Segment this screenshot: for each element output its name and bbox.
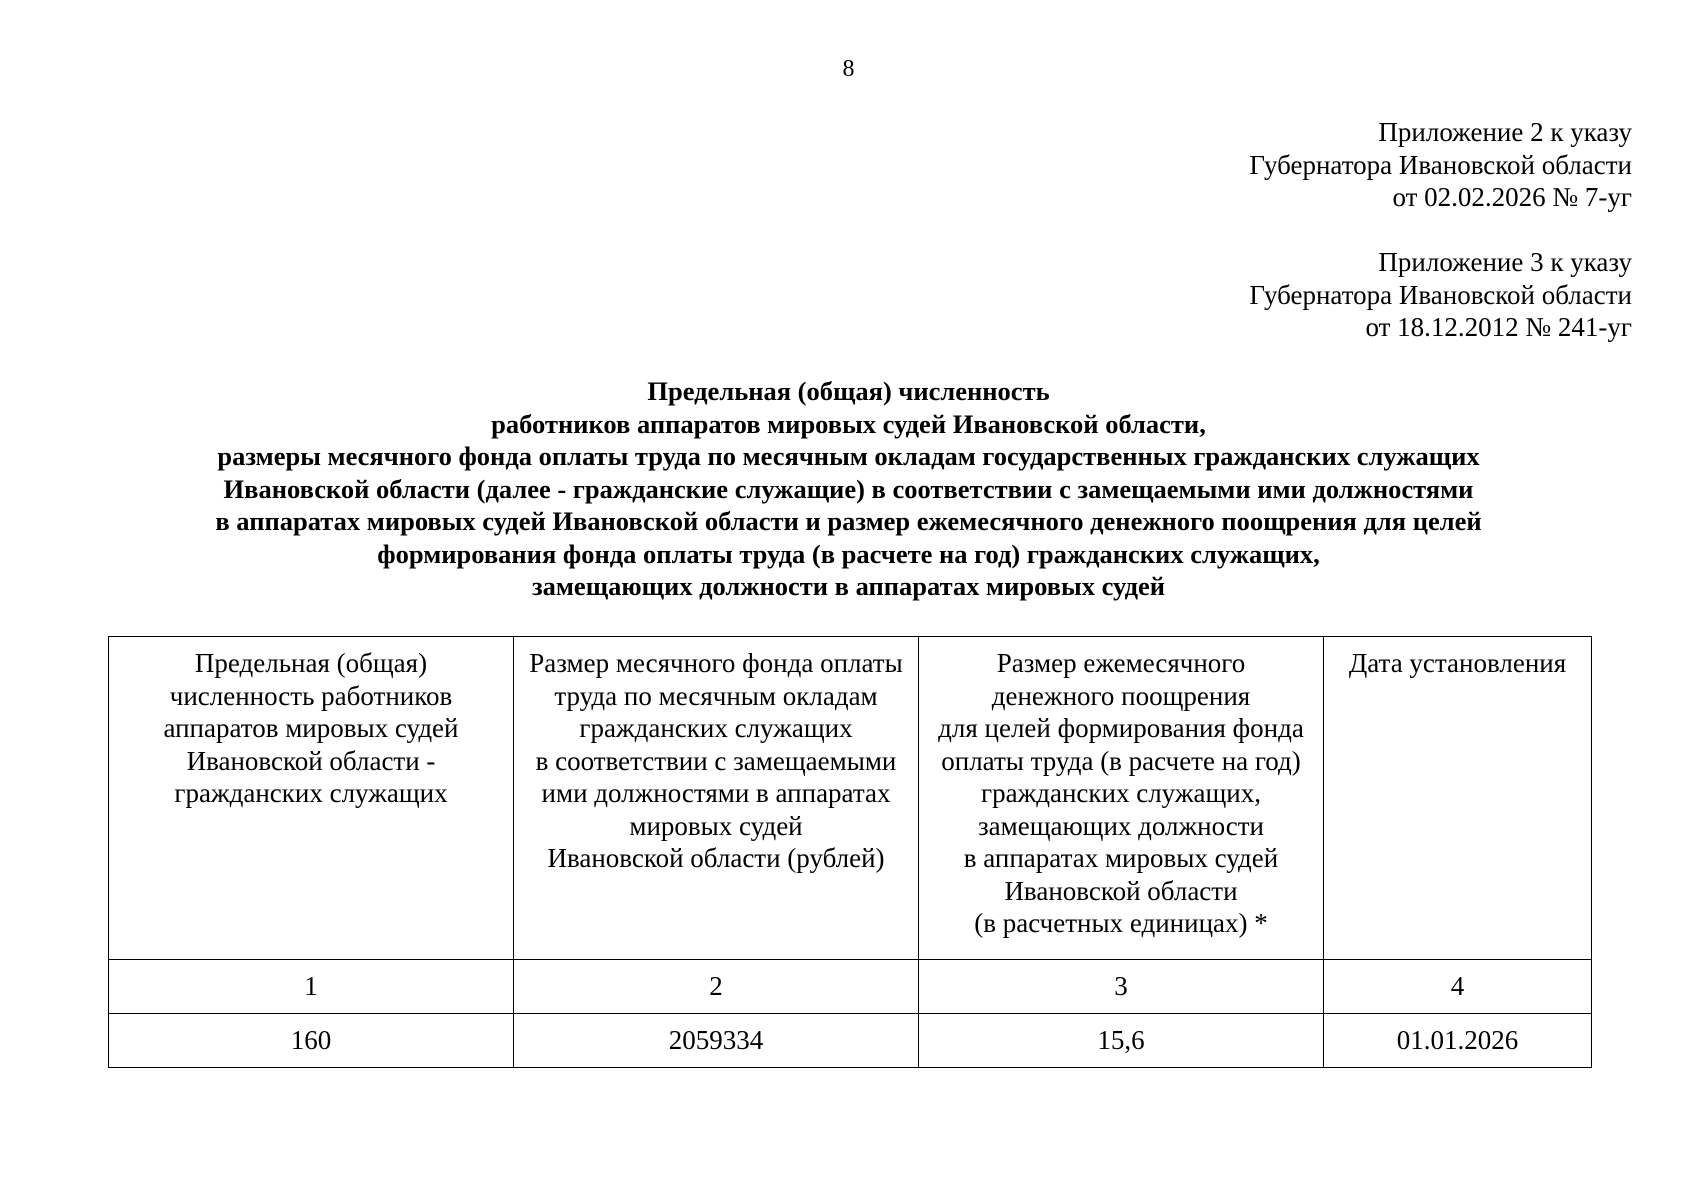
appendix-line: Приложение 3 к указу: [1378, 247, 1632, 277]
header-line: ими должностями в аппаратах: [541, 778, 891, 808]
column-number-cell: 3: [919, 960, 1324, 1014]
title-line: работников аппаратов мировых судей Ивановской области,: [491, 408, 1206, 439]
appendix-reference-current: [1249, 116, 1632, 214]
header-line: в аппаратах мировых судей: [963, 843, 1279, 873]
header-line: гражданских служащих,: [981, 778, 1261, 808]
column-number-cell: 4: [1324, 960, 1592, 1014]
header-line: аппаратов мировых судей: [163, 713, 459, 743]
header-cell-staff-count: [109, 637, 514, 960]
header-line: Предельная (общая): [194, 648, 428, 678]
header-cell-monthly-bonus: [919, 637, 1324, 960]
appendix-line: Губернатора Ивановской области: [1249, 149, 1632, 180]
page-number: 8: [842, 56, 855, 82]
appendix-line: Приложение 2 к указу: [1378, 117, 1632, 147]
header-line: Размер ежемесячного: [996, 648, 1246, 678]
title-line: в аппаратах мировых судей Ивановской области и размер ежемесячного денежного поощрения для целей: [215, 506, 1482, 536]
title-line: Предельная (общая) численность: [647, 376, 1050, 406]
header-line: замещающих должности: [977, 810, 1265, 841]
header-line: численность работников: [169, 680, 453, 711]
column-number-cell: 1: [109, 960, 514, 1014]
header-line: гражданских служащих: [174, 778, 448, 808]
header-line: Дата установления: [1348, 648, 1567, 678]
appendix-line: Губернатора Ивановской области: [1249, 279, 1632, 310]
header-line: Размер месячного фонда оплаты: [529, 648, 903, 678]
header-line: труда по месячным окладам: [554, 680, 878, 711]
header-line: мировых судей: [629, 810, 803, 841]
header-line: гражданских служащих: [579, 713, 853, 743]
header-line: Ивановской области -: [186, 745, 436, 776]
title-line: замещающих должности в аппаратах мировых судей: [531, 571, 1166, 601]
header-line: оплаты труда (в расчете на год): [941, 745, 1301, 776]
table-row: [109, 1014, 1592, 1068]
staff-count-cell: 160: [109, 1014, 514, 1068]
effective-date-cell: 01.01.2026: [1324, 1014, 1592, 1068]
header-cell-effective-date: [1324, 637, 1592, 960]
header-cell-payroll-fund: [514, 637, 919, 960]
staffing-table: [108, 636, 1592, 1068]
header-line: Ивановской области (рублей): [547, 843, 885, 873]
payroll-fund-cell: 2059334: [514, 1014, 919, 1068]
header-line: Ивановской области: [1004, 875, 1238, 906]
title-line: размеры месячного фонда оплаты труда по месячным окладам государственных гражданских служащих: [217, 441, 1480, 471]
title-line: Ивановской области (далее - гражданские служащие) в соответствии с замещаемыми ими должностями: [223, 473, 1474, 504]
appendix-reference-original: [1249, 246, 1632, 344]
header-line: для целей формирования фонда: [938, 713, 1304, 743]
header-line: (в расчетных единицах) *: [974, 908, 1268, 938]
table-column-numbers-row: [109, 960, 1592, 1014]
header-line: в соответствии с замещаемыми: [535, 745, 897, 776]
appendix-line: от 18.12.2012 № 241-уг: [1365, 312, 1632, 342]
column-number-cell: 2: [514, 960, 919, 1014]
table-header-row: [109, 637, 1592, 960]
document-title: [0, 375, 1697, 603]
title-line: формирования фонда оплаты труда (в расчете на год) гражданских служащих,: [377, 538, 1320, 569]
monthly-bonus-cell: 15,6: [919, 1014, 1324, 1068]
header-line: денежного поощрения: [991, 680, 1251, 711]
appendix-line: от 02.02.2026 № 7-уг: [1392, 182, 1632, 212]
